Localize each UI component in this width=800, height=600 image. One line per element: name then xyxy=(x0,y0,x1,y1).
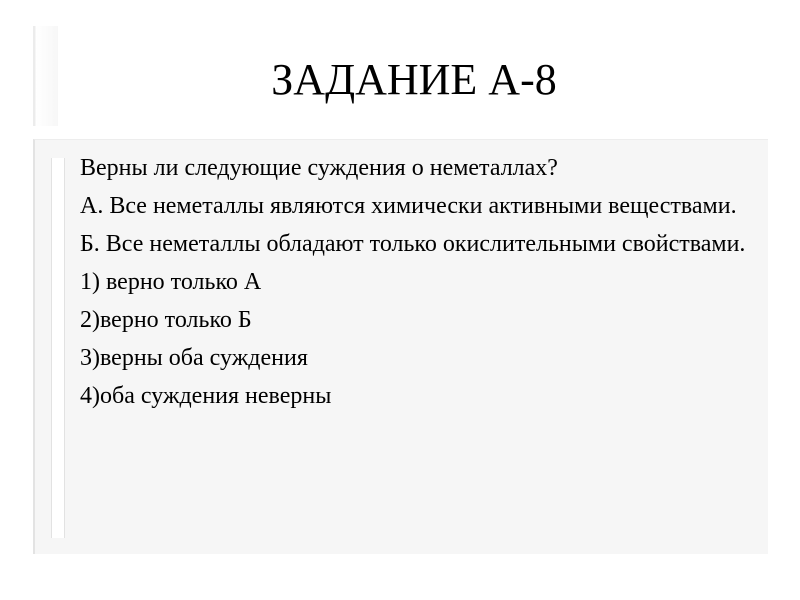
answer-option-1: 1) верно только А xyxy=(80,269,262,295)
answer-option-4: 4)оба суждения неверны xyxy=(80,383,332,409)
statement-a: А. Все неметаллы являются химически активными веществами. xyxy=(80,193,737,219)
answer-option-3: 3)верны оба суждения xyxy=(80,345,308,371)
statement-b: Б. Все неметаллы обладают только окислительными свойствами. xyxy=(80,231,746,257)
slide-title: ЗАДАНИЕ А-8 xyxy=(271,55,557,104)
answer-option-2: 2)верно только Б xyxy=(80,307,252,333)
slide-body xyxy=(80,155,790,421)
question-text: Верны ли следующие суждения о неметаллах? xyxy=(80,155,558,181)
